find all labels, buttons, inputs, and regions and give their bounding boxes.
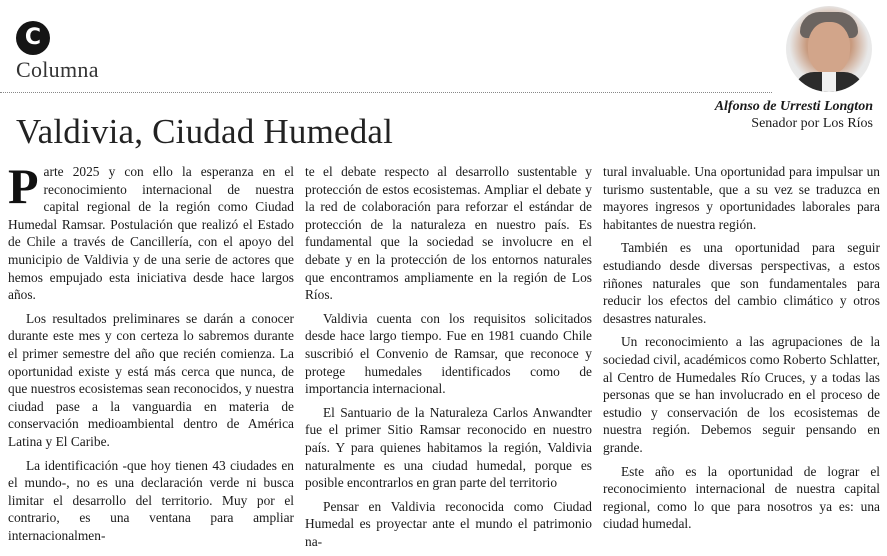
article-column-1 — [8, 158, 294, 550]
section-label: Columna — [16, 57, 99, 82]
paragraph: También es una oportunidad para seguir estudiando desde diversas perspectivas, a estos riñones naturales que son fundamentales para reducir los efectos del cambio climático y otros desastres naturales. — [603, 240, 880, 326]
author-role: Senador por Los Ríos — [751, 116, 873, 131]
article-column-3 — [603, 163, 880, 539]
paragraph: Valdivia cuenta con los requisitos solicitados desde hace largo tiempo. Fue en 1981 cuando Chile suscribió el Convenio de Ramsar, que reconoce y protege humedales identificados como de importancia internacional. — [305, 310, 592, 397]
paragraph: te el debate respecto al desarrollo sustentable y protección de estos ecosistemas. Ampliar el debate y la red de colaboración para reforzar el estándar de protección de la naturaleza en nuestro país. Es fundamental que la sociedad se involucre en el debate y en la protección de los entornos naturales que encontramos ampliamente en la región de Los Ríos. — [305, 164, 592, 303]
article-headline: Valdivia, Ciudad Humedal — [16, 112, 394, 151]
paragraph: tural invaluable. Una oportunidad para impulsar un turismo sustentable, que a su vez se traduzca en mayores ingresos y oportunidades laborales para habitantes de nuestra región. — [603, 164, 880, 232]
paragraph: Pensar en Valdivia reconocida como Ciudad Humedal es proyectar ante el mundo el patrimonio na- — [305, 498, 592, 549]
paragraph: La identificación -que hoy tienen 43 ciudades en el mundo-, no es una declaración verde ni busca limitar el desarrollo del territorio. Muy por el contrario, es una ventana para ampliar internacionalmen- — [8, 457, 294, 543]
drop-cap: P — [8, 158, 39, 214]
paragraph: El Santuario de la Naturaleza Carlos Anwandter fue el primer Sitio Ramsar reconocido en nuestro país. Y para quienes habitamos la región, Valdivia naturalmente es una ciudad humedal, porque es posible encontrarlos en gran parte del territorio — [305, 404, 592, 491]
author-name: Alfonso de Urresti Longton — [714, 99, 873, 114]
paragraph: Este año es la oportunidad de lograr el reconocimiento internacional de nuestra capital regional, como lo que para nosotros ya es: una ciudad humedal. — [603, 463, 880, 532]
paragraph: Parte 2025 y con ello la esperanza en el reconocimiento internacional de nuestra capital regional de la región como Ciudad Humedal Ramsar. Postulación que realizó el Estado de Chile a través de Cancillería, con el apoyo del municipio de Valdivia y de una serie de actores que hemos empujado esta iniciativa desde hace largos años. — [8, 158, 294, 303]
header-divider — [0, 92, 772, 93]
author-photo — [786, 6, 872, 92]
section-badge: C — [16, 21, 50, 55]
paragraph: Un reconocimiento a las agrupaciones de la sociedad civil, académicos como Roberto Schlatter, al Centro de Humedales Río Cruces, y a todas las personas que se han involucrado en el proceso de estudio y conservación de los ecosistemas de nuestra región. Debemos seguir pensando en grande. — [603, 334, 880, 455]
paragraph: Los resultados preliminares se darán a conocer durante este mes y con certeza lo sabremos durante el primer semestre del año que recién comienza. La oportunidad existe y está más cerca que nunca, de que nuestros ecosistemas sean reconocidos, y nuestra ciudad pase a la vanguardia en materia de conservación medioambiental dentro de América Latina y El Caribe. — [8, 310, 294, 449]
article-column-2 — [305, 163, 592, 556]
